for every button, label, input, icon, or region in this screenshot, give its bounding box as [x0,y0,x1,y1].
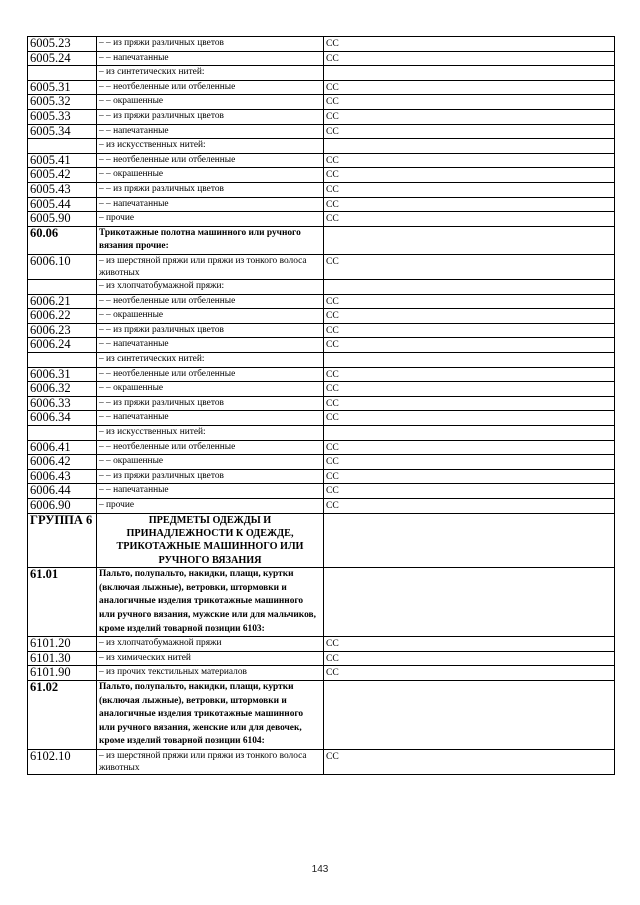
description-cell: – – напечатанные [97,338,324,353]
table-row [28,124,615,139]
code-cell: 6102.10 [28,749,97,774]
certification-cell [324,680,615,749]
certification-cell [324,568,615,637]
table-row [28,323,615,338]
code-cell: ГРУППА 6 [28,513,97,568]
certification-cell [324,353,615,368]
certification-cell: СС [324,367,615,382]
certification-cell [324,513,615,568]
table-row [28,95,615,110]
description-cell: – – из пряжи различных цветов [97,323,324,338]
certification-cell: СС [324,440,615,455]
certification-cell: СС [324,637,615,652]
table-row [28,294,615,309]
certification-cell: СС [324,95,615,110]
code-cell: 6005.23 [28,37,97,52]
description-cell: – – напечатанные [97,411,324,426]
table-row [28,469,615,484]
code-cell: 6006.33 [28,396,97,411]
code-cell [28,66,97,81]
code-cell: 6005.34 [28,124,97,139]
description-cell: – из искусственных нитей: [97,139,324,154]
code-cell: 6005.43 [28,182,97,197]
code-cell: 6006.22 [28,309,97,324]
code-cell: 6006.31 [28,367,97,382]
certification-cell: СС [324,182,615,197]
table-row [28,411,615,426]
code-cell: 6006.90 [28,499,97,514]
description-cell: – – окрашенные [97,455,324,470]
certification-cell: СС [324,197,615,212]
description-cell: – из шерстяной пряжи или пряжи из тонкого волоса животных [97,254,324,279]
certification-cell: СС [324,499,615,514]
table-row [28,280,615,295]
description-cell: – – окрашенные [97,309,324,324]
table-row [28,637,615,652]
description-cell: – из шерстяной пряжи или пряжи из тонкого волоса животных [97,749,324,774]
table-row [28,749,615,774]
code-cell: 61.02 [28,680,97,749]
description-cell: – – напечатанные [97,484,324,499]
table-row [28,513,615,568]
certification-cell [324,139,615,154]
certification-cell [324,66,615,81]
table-row [28,426,615,441]
table-row [28,153,615,168]
code-cell: 6006.43 [28,469,97,484]
code-cell: 6005.31 [28,80,97,95]
description-cell: – – из пряжи различных цветов [97,396,324,411]
code-cell: 6101.90 [28,666,97,681]
code-cell: 6005.90 [28,212,97,227]
table-row [28,367,615,382]
code-cell: 6006.34 [28,411,97,426]
description-cell: – – окрашенные [97,382,324,397]
code-cell [28,353,97,368]
description-cell: – – окрашенные [97,168,324,183]
description-cell: ПРЕДМЕТЫ ОДЕЖДЫ И ПРИНАДЛЕЖНОСТИ К ОДЕЖДЕ, ТРИКОТАЖНЫЕ МАШИННОГО ИЛИ РУЧНОГО ВЯЗАНИЯ [97,513,324,568]
certification-cell: СС [324,80,615,95]
certification-cell: СС [324,469,615,484]
description-cell: – из хлопчатобумажной пряжи: [97,280,324,295]
code-cell [28,280,97,295]
certification-cell: СС [324,323,615,338]
code-cell: 6006.44 [28,484,97,499]
table-row [28,455,615,470]
description-cell: – – неотбеленные или отбеленные [97,153,324,168]
description-cell: – – напечатанные [97,197,324,212]
document-page [27,36,614,775]
description-cell: – – из пряжи различных цветов [97,469,324,484]
table-body [28,37,615,775]
certification-cell: СС [324,651,615,666]
table-row [28,168,615,183]
code-cell: 6006.10 [28,254,97,279]
description-cell: – из хлопчатобумажной пряжи [97,637,324,652]
code-cell [28,426,97,441]
certification-cell: СС [324,153,615,168]
page-number: 143 [311,864,329,875]
description-cell: – – из пряжи различных цветов [97,37,324,52]
description-cell: – – окрашенные [97,95,324,110]
code-cell: 6006.41 [28,440,97,455]
code-cell: 6005.24 [28,51,97,66]
code-cell: 6005.44 [28,197,97,212]
description-cell: – – неотбеленные или отбеленные [97,440,324,455]
code-cell: 6006.24 [28,338,97,353]
table-row [28,37,615,52]
table-row [28,382,615,397]
certification-cell: СС [324,749,615,774]
certification-cell: СС [324,124,615,139]
certification-cell: СС [324,109,615,124]
certification-cell [324,226,615,254]
description-cell: – – неотбеленные или отбеленные [97,367,324,382]
table-row [28,212,615,227]
table-row [28,109,615,124]
description-cell: – – напечатанные [97,51,324,66]
table-row [28,666,615,681]
certification-cell: СС [324,338,615,353]
code-cell: 6101.30 [28,651,97,666]
table-row [28,338,615,353]
certification-cell: СС [324,294,615,309]
table-row [28,651,615,666]
description-cell: – из прочих текстильных материалов [97,666,324,681]
table-row [28,254,615,279]
table-row [28,396,615,411]
description-cell: – из химических нитей [97,651,324,666]
table-row [28,499,615,514]
code-cell: 6101.20 [28,637,97,652]
description-cell: – из искусственных нитей: [97,426,324,441]
certification-cell [324,426,615,441]
certification-cell: СС [324,666,615,681]
table-row [28,680,615,749]
code-cell: 6006.32 [28,382,97,397]
table-row [28,309,615,324]
certification-cell [324,280,615,295]
certification-cell: СС [324,411,615,426]
table-row [28,568,615,637]
code-cell: 61.01 [28,568,97,637]
code-cell: 6005.33 [28,109,97,124]
code-cell: 6005.32 [28,95,97,110]
description-cell: – – напечатанные [97,124,324,139]
commodity-code-table [27,36,615,775]
certification-cell: СС [324,212,615,227]
table-row [28,440,615,455]
description-cell: – – неотбеленные или отбеленные [97,80,324,95]
description-cell: – из синтетических нитей: [97,353,324,368]
description-cell: – из синтетических нитей: [97,66,324,81]
code-cell: 6005.42 [28,168,97,183]
description-cell: – – из пряжи различных цветов [97,109,324,124]
code-cell: 6006.23 [28,323,97,338]
table-row [28,80,615,95]
table-row [28,226,615,254]
certification-cell: СС [324,37,615,52]
table-row [28,66,615,81]
certification-cell: СС [324,396,615,411]
table-row [28,353,615,368]
certification-cell: СС [324,455,615,470]
certification-cell: СС [324,309,615,324]
description-cell: – прочие [97,212,324,227]
code-cell: 6006.21 [28,294,97,309]
certification-cell: СС [324,51,615,66]
table-row [28,51,615,66]
description-cell: – – из пряжи различных цветов [97,182,324,197]
certification-cell: СС [324,484,615,499]
table-row [28,182,615,197]
code-cell: 6005.41 [28,153,97,168]
table-row [28,139,615,154]
table-row [28,484,615,499]
description-cell: Трикотажные полотна машинного или ручного вязания прочие: [97,226,324,254]
description-cell: – прочие [97,499,324,514]
code-cell: 6006.42 [28,455,97,470]
table-row [28,197,615,212]
certification-cell: СС [324,382,615,397]
certification-cell: СС [324,254,615,279]
description-cell: Пальто, полупальто, накидки, плащи, куртки (включая лыжные), ветровки, штормовки и аналогичные изделия трикотажные машинного или ручного вязания, женские или для девочек, кроме изделий товарной позиции 6104: [97,680,324,749]
code-cell: 60.06 [28,226,97,254]
description-cell: – – неотбеленные или отбеленные [97,294,324,309]
certification-cell: СС [324,168,615,183]
code-cell [28,139,97,154]
description-cell: Пальто, полупальто, накидки, плащи, куртки (включая лыжные), ветровки, штормовки и аналогичные изделия трикотажные машинного или ручного вязания, мужские или для мальчиков, кроме изделий товарной позиции 6103: [97,568,324,637]
